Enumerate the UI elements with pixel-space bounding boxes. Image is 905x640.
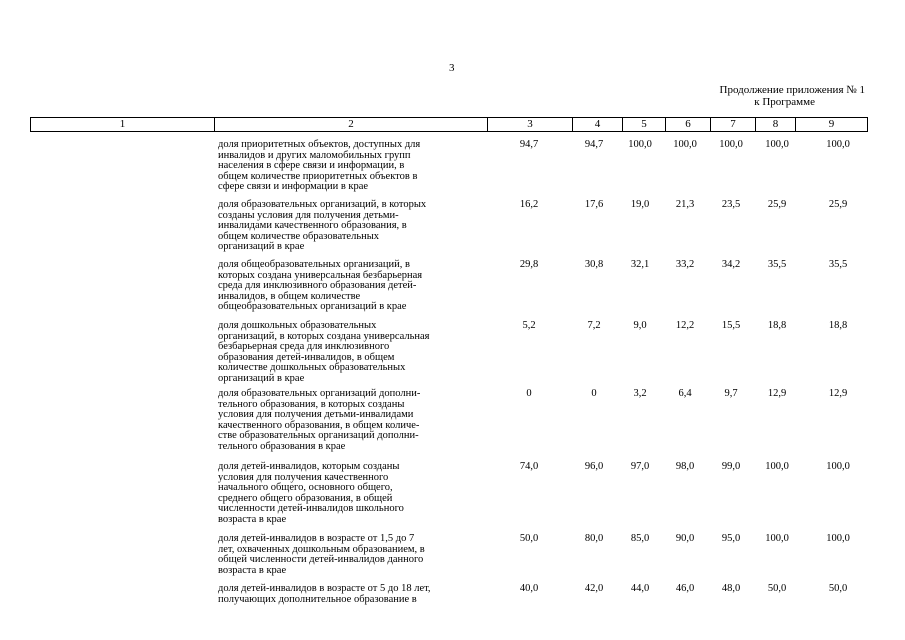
indicator-value-col5: 100,0 — [628, 139, 652, 150]
indicator-description-line: доля образовательных организаций дополни- — [218, 388, 421, 399]
indicator-description-line: среда для инклюзивного образования детей- — [218, 280, 417, 292]
indicator-description-line: инвалидами качественного образования, в — [218, 220, 407, 232]
indicator-value-col7: 23,5 — [721, 199, 741, 210]
indicator-value-col9: 25,9 — [828, 199, 848, 210]
column-header-7: 7 — [711, 118, 756, 132]
indicator-value-col3: 94,7 — [519, 139, 539, 150]
indicator-description-line: стве образовательных организаций дополни- — [218, 430, 419, 442]
column-header-9: 9 — [796, 118, 868, 132]
column-header-2: 2 — [215, 118, 488, 132]
indicator-value-col8: 100,0 — [765, 533, 789, 544]
indicator-description — [218, 200, 486, 253]
indicator-description-line: условия для получения качественного — [218, 471, 389, 483]
indicator-description — [218, 534, 486, 576]
indicator-value-col5: 3,2 — [633, 388, 647, 399]
indicator-value-col6: 12,2 — [675, 320, 695, 331]
indicator-value-col3: 40,0 — [519, 583, 539, 594]
indicator-description-line: образования детей-инвалидов, в общем — [218, 351, 395, 363]
indicator-value-col6: 98,0 — [675, 461, 695, 472]
indicator-value-col7: 100,0 — [719, 139, 743, 150]
indicator-value-col4: 30,8 — [584, 259, 604, 270]
indicator-description — [218, 140, 486, 193]
indicator-value-col8: 25,9 — [767, 199, 787, 210]
indicator-value-col8: 100,0 — [765, 139, 789, 150]
indicator-value-col7: 95,0 — [721, 533, 741, 544]
indicator-value-col4: 80,0 — [584, 533, 604, 544]
indicator-value-col9: 12,9 — [828, 388, 848, 399]
indicator-description-line: условия для получения детьми-инвалидами — [218, 409, 414, 421]
indicator-description — [218, 389, 486, 453]
indicator-value-col7: 48,0 — [721, 583, 741, 594]
indicator-value-col4: 0 — [591, 388, 597, 399]
indicator-value-col4: 7,2 — [587, 320, 601, 331]
indicator-value-col3: 16,2 — [519, 199, 539, 210]
indicator-description-line: инвалидов и других маломобильных групп — [218, 149, 411, 161]
indicator-description-line: количестве дошкольных образовательных — [218, 362, 406, 374]
indicator-value-col6: 46,0 — [675, 583, 695, 594]
appendix-note-line1: Продолжение приложения № 1 — [719, 84, 865, 96]
indicator-description-line: организаций в крае — [218, 241, 305, 253]
indicator-description-line: населения в сфере связи и информации, в — [218, 160, 405, 172]
indicator-description-line: общем количестве приоритетных объектов в — [218, 170, 418, 182]
indicator-value-col9: 18,8 — [828, 320, 848, 331]
indicator-value-col9: 35,5 — [828, 259, 848, 270]
indicator-value-col7: 15,5 — [721, 320, 741, 331]
page-number: 3 — [449, 62, 455, 74]
indicator-value-col9: 100,0 — [826, 533, 850, 544]
indicator-value-col3: 29,8 — [519, 259, 539, 270]
indicator-description-line: общем количестве образовательных — [218, 230, 380, 242]
indicator-value-col7: 34,2 — [721, 259, 741, 270]
column-header-1: 1 — [31, 118, 215, 132]
indicator-value-col5: 44,0 — [630, 583, 650, 594]
indicator-description-line: организаций в крае — [218, 372, 305, 384]
indicator-value-col3: 50,0 — [519, 533, 539, 544]
column-header-row — [30, 117, 868, 132]
appendix-note-line2: к Программе — [754, 96, 815, 108]
indicator-value-col8: 100,0 — [765, 461, 789, 472]
indicator-description-line: общеобразовательных организаций в крае — [218, 301, 407, 313]
indicator-description-line: качественного образования, в общем количе- — [218, 419, 420, 431]
indicator-description-line: доля детей-инвалидов в возрасте от 1,5 до 7 — [218, 533, 415, 544]
indicator-value-col5: 97,0 — [630, 461, 650, 472]
appendix-note — [565, 84, 865, 108]
indicator-value-col9: 100,0 — [826, 139, 850, 150]
indicator-description-line: общей численности детей-инвалидов данного — [218, 554, 424, 566]
indicator-value-col3: 5,2 — [522, 320, 536, 331]
column-header-4: 4 — [573, 118, 623, 132]
indicator-value-col9: 50,0 — [828, 583, 848, 594]
indicator-value-col8: 18,8 — [767, 320, 787, 331]
indicator-description-line: начального общего, основного общего, — [218, 482, 393, 494]
indicator-value-col6: 90,0 — [675, 533, 695, 544]
indicator-description-line: которых создана универсальная безбарьерная — [218, 269, 423, 281]
indicator-description-line: доля дошкольных образовательных — [218, 320, 377, 331]
indicator-description-line: численности детей-инвалидов школьного — [218, 503, 404, 515]
indicator-description — [218, 321, 486, 385]
indicator-description-line: тельного образования в крае — [218, 440, 346, 452]
indicator-description-line: доля приоритетных объектов, доступных для — [218, 139, 421, 150]
indicator-value-col9: 100,0 — [826, 461, 850, 472]
indicator-description-line: среднего общего образования, в общей — [218, 492, 393, 504]
indicator-value-col6: 6,4 — [678, 388, 692, 399]
indicator-value-col4: 96,0 — [584, 461, 604, 472]
indicator-value-col5: 9,0 — [633, 320, 647, 331]
indicator-description-line: доля детей-инвалидов в возрасте от 5 до 18 лет, — [218, 583, 431, 594]
indicator-value-col4: 94,7 — [584, 139, 604, 150]
indicator-value-col5: 19,0 — [630, 199, 650, 210]
indicator-description-line: лет, охваченных дошкольным образованием, в — [218, 543, 425, 555]
indicator-description-line: доля образовательных организаций, в которых — [218, 199, 427, 210]
indicator-value-col8: 50,0 — [767, 583, 787, 594]
indicator-value-col7: 9,7 — [724, 388, 738, 399]
indicator-value-col5: 85,0 — [630, 533, 650, 544]
indicator-description-line: доля общеобразовательных организаций, в — [218, 259, 410, 270]
column-header-3: 3 — [488, 118, 573, 132]
indicator-description-line: возраста в крае — [218, 513, 287, 525]
indicator-value-col5: 32,1 — [630, 259, 650, 270]
column-header-8: 8 — [756, 118, 796, 132]
indicator-value-col6: 33,2 — [675, 259, 695, 270]
indicator-description — [218, 462, 486, 526]
indicator-description-line: безбарьерная среда для инклюзивного — [218, 341, 390, 353]
indicator-value-col8: 12,9 — [767, 388, 787, 399]
indicator-value-col3: 74,0 — [519, 461, 539, 472]
indicator-description — [218, 260, 486, 313]
indicator-description-line: инвалидов, в общем количестве — [218, 290, 361, 302]
indicator-description-line: возраста в крае — [218, 564, 287, 576]
indicator-description-line: сфере связи и информации в крае — [218, 181, 369, 193]
indicator-description — [218, 584, 486, 605]
indicator-value-col6: 100,0 — [673, 139, 697, 150]
indicator-value-col7: 99,0 — [721, 461, 741, 472]
indicator-description-line: тельного образования, в которых созданы — [218, 398, 405, 410]
indicator-value-col6: 21,3 — [675, 199, 695, 210]
indicator-value-col3: 0 — [526, 388, 532, 399]
indicator-description-line: доля детей-инвалидов, которым созданы — [218, 461, 400, 472]
indicator-value-col8: 35,5 — [767, 259, 787, 270]
indicator-value-col4: 42,0 — [584, 583, 604, 594]
indicator-description-line: получающих дополнительное образование в — [218, 593, 417, 605]
indicator-description-line: организаций, в которых создана универсальная — [218, 330, 430, 342]
indicator-value-col4: 17,6 — [584, 199, 604, 210]
column-header-5: 5 — [623, 118, 666, 132]
indicator-description-line: созданы условия для получения детьми- — [218, 209, 399, 221]
column-header-6: 6 — [666, 118, 711, 132]
